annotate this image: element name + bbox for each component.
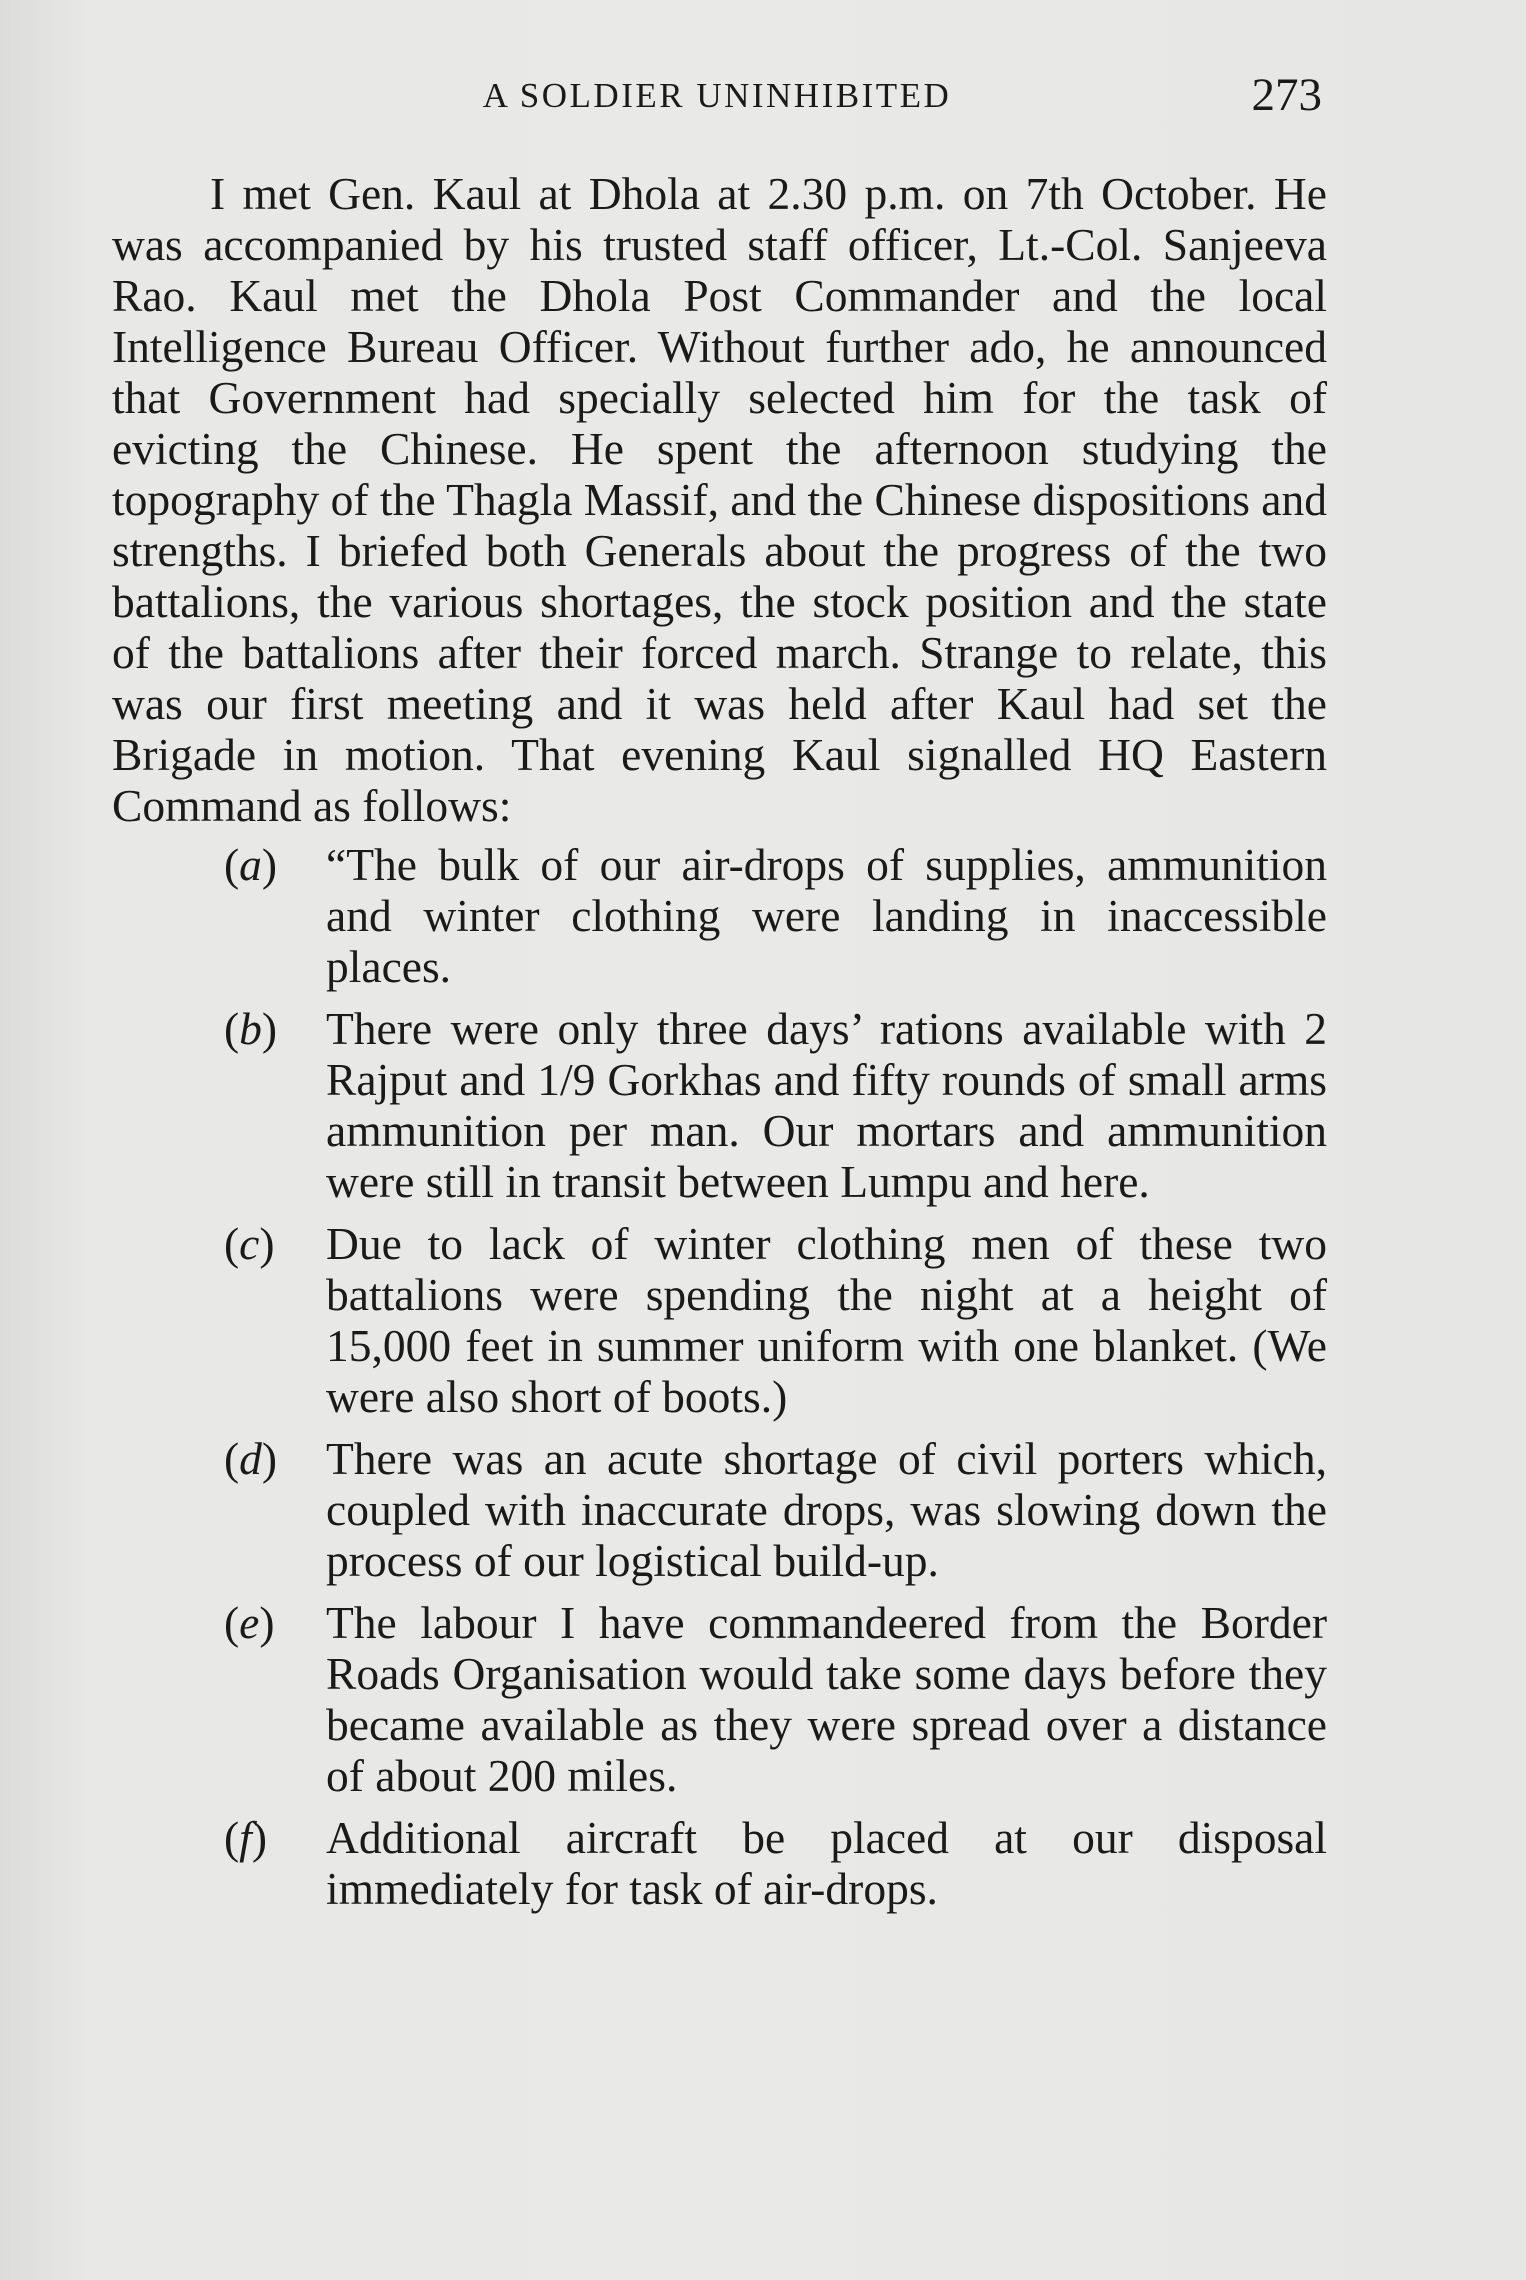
item-text: Due to lack of winter clothing men of these two battalions were spending the night at a height of 15,000 feet in summer uniform with one blanket. (We were also short of boots.): [326, 1218, 1327, 1422]
list-item: [112, 1597, 1327, 1801]
list-item: [112, 839, 1327, 992]
item-marker: (d): [224, 1433, 278, 1484]
body-text: [112, 168, 1327, 1925]
main-paragraph: I met Gen. Kaul at Dhola at 2.30 p.m. on 7th October. He was accompanied by his trusted staff officer, Lt.-Col. Sanjeeva Rao. Kaul met the Dhola Post Commander and the local Intelligence Bureau Officer. Without further ado, he announced that Government had specially selected him for the task of evicting the Chinese. He spent the afternoon studying the topography of the Thagla Massif, and the Chinese dispositions and strengths. I briefed both Generals about the progress of the two battalions, the various shortages, the stock position and the state of the battalions after their forced march. Strange to relate, this was our first meeting and it was held after Kaul had set the Brigade in motion. That evening Kaul signalled HQ Eastern Command as follows:: [112, 168, 1327, 831]
list-item: [112, 1003, 1327, 1207]
signal-items-list: [112, 839, 1327, 1914]
item-marker: (b): [224, 1003, 278, 1054]
item-marker: (c): [224, 1218, 275, 1269]
running-head: A SOLDIER UNINHIBITED: [482, 76, 952, 115]
item-text: There was an acute shortage of civil porters which, coupled with inaccurate drops, was slowing down the process of our logistical build-up.: [326, 1433, 1327, 1586]
item-text: The labour I have commandeered from the Border Roads Organisation would take some days before they became available as they were spread over a distance of about 200 miles.: [326, 1597, 1327, 1801]
item-marker: (e): [224, 1597, 275, 1648]
item-text: There were only three days’ rations available with 2 Rajput and 1/9 Gorkhas and fifty rounds of small arms ammunition per man. Our mortars and ammunition were still in transit between Lumpu and here.: [326, 1003, 1327, 1207]
item-text: Additional aircraft be placed at our disposal immediately for task of air-drops.: [326, 1812, 1327, 1914]
list-item: [112, 1812, 1327, 1914]
page-header: [112, 68, 1322, 128]
item-text: “The bulk of our air-drops of supplies, ammunition and winter clothing were landing in inaccessible places.: [326, 839, 1327, 992]
list-item: [112, 1218, 1327, 1422]
item-marker: (a): [224, 839, 278, 890]
list-item: [112, 1433, 1327, 1586]
page-number: 273: [1251, 69, 1322, 121]
item-marker: (f): [224, 1812, 267, 1863]
